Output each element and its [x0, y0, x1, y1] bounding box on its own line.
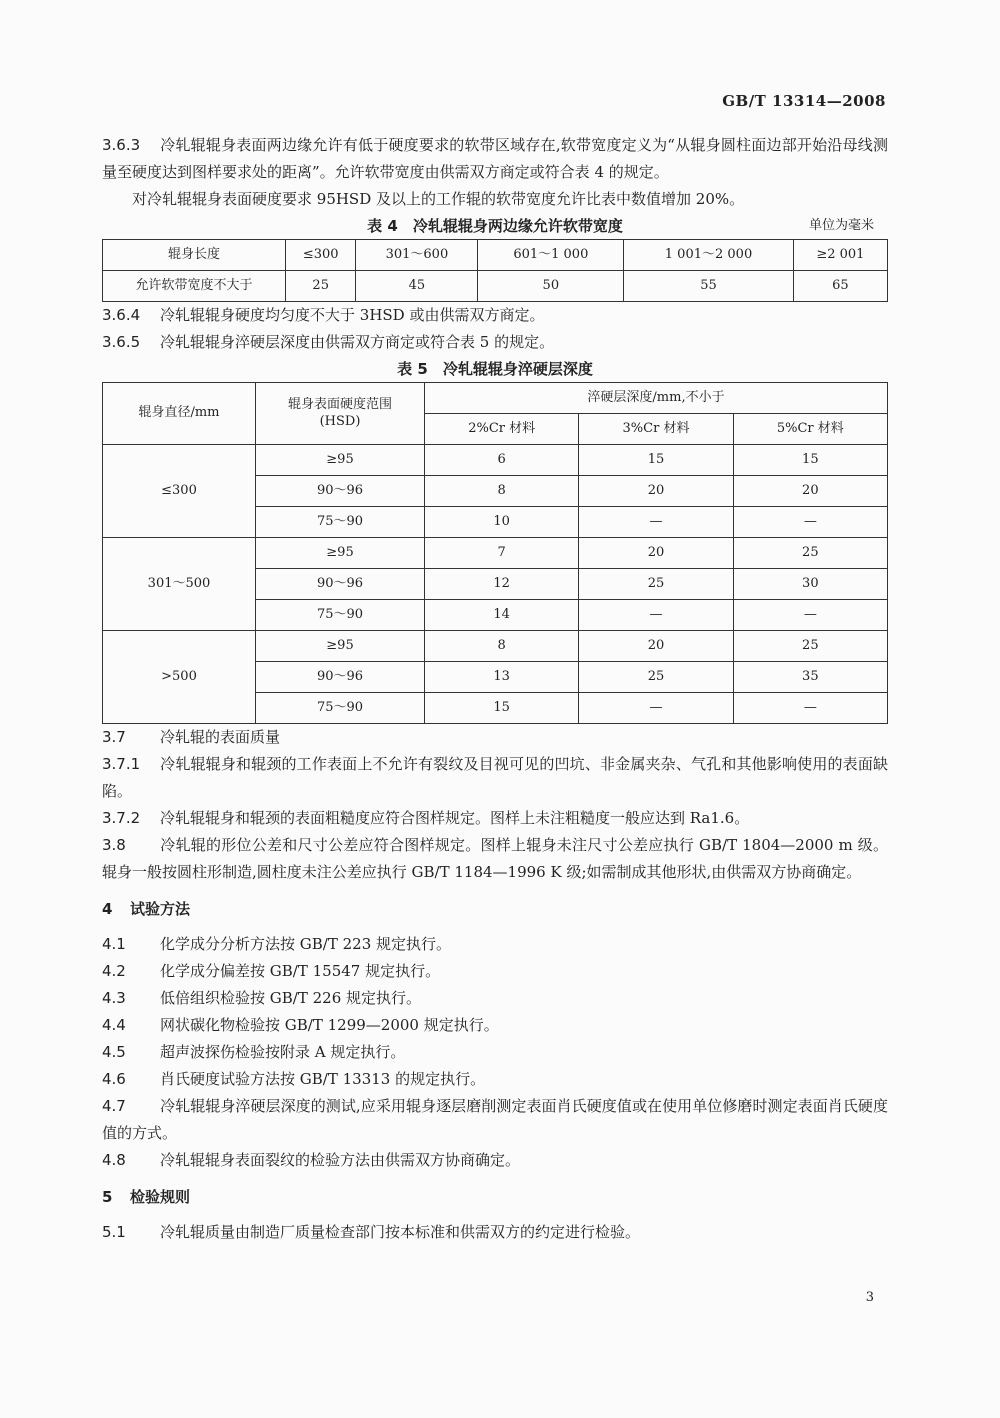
clause-number: 4.6 — [102, 1070, 126, 1088]
table-cell — [256, 383, 425, 445]
table-4-header-row — [103, 240, 888, 271]
table-4-unit: 单位为毫米 — [808, 218, 874, 233]
table-cell: 10 — [425, 507, 579, 538]
table-cell: 25 — [733, 631, 887, 662]
clause-number: 4.2 — [102, 962, 126, 980]
clause-text: 冷轧辊辊身和辊颈的表面粗糙度应符合图样规定。图样上未注粗糙度一般应达到 Ra1.6。 — [160, 809, 750, 827]
clause-number: 3.7.1 — [102, 755, 141, 773]
table-cell: 25 — [579, 662, 733, 693]
table-cell: 6 — [425, 445, 579, 476]
clause-text: 肖氏硬度试验方法按 GB/T 13313 的规定执行。 — [160, 1070, 486, 1088]
table-cell: 辊身直径/mm — [103, 383, 256, 445]
page-content — [102, 132, 888, 1246]
section-title: 试验方法 — [130, 900, 191, 918]
table-cell: 15 — [733, 445, 887, 476]
clause-text: 低倍组织检验按 GB/T 226 规定执行。 — [160, 989, 421, 1007]
table-cell: 8 — [425, 476, 579, 507]
table-cell: 14 — [425, 600, 579, 631]
table-row — [103, 445, 888, 476]
table-cell: 1 001～2 000 — [624, 240, 794, 271]
table-cell: — — [579, 507, 733, 538]
section-4-heading — [102, 896, 888, 923]
table-cell: — — [733, 600, 887, 631]
clause-3-7 — [102, 724, 888, 751]
clause-3-8 — [102, 832, 888, 886]
clause-text: 冷轧辊辊身表面两边缘允许有低于硬度要求的软带区域存在,软带宽度定义为“从辊身圆柱面边部开始沿母线测量至硬度达到图样要求处的距离”。允许软带宽度由供需双方商定或符合表 4 的规定。 — [102, 136, 888, 181]
clause-4-3 — [102, 985, 888, 1012]
table-cell: 30 — [733, 569, 887, 600]
clause-text: 冷轧辊辊身淬硬层深度的测试,应采用辊身逐层磨削测定表面肖氏硬度值或在使用单位修磨时测定表面肖氏硬度值的方式。 — [102, 1097, 888, 1142]
clause-3-7-2 — [102, 805, 888, 832]
table-cell: 允许软带宽度不大于 — [103, 271, 286, 302]
table-cell: 601～1 000 — [478, 240, 624, 271]
clause-text: 冷轧辊的表面质量 — [160, 728, 281, 746]
clause-3-6-5 — [102, 329, 888, 356]
table-cell: 15 — [579, 445, 733, 476]
table-cell: 辊身长度 — [103, 240, 286, 271]
table-cell: 5%Cr 材料 — [733, 414, 887, 445]
table-cell: 13 — [425, 662, 579, 693]
table-cell: 25 — [579, 569, 733, 600]
table-5-caption: 表 5 冷轧辊辊身淬硬层深度 — [397, 360, 593, 378]
clause-4-5 — [102, 1039, 888, 1066]
clause-4-7 — [102, 1093, 888, 1147]
table-4-value-row — [103, 271, 888, 302]
table-cell: — — [579, 600, 733, 631]
clause-text: 网状碳化物检验按 GB/T 1299—2000 规定执行。 — [160, 1016, 499, 1034]
table-cell: 12 — [425, 569, 579, 600]
table-cell: 90～96 — [256, 569, 425, 600]
table-cell: 301～600 — [356, 240, 478, 271]
clause-number: 4.3 — [102, 989, 126, 1007]
section-number: 5 — [102, 1188, 113, 1206]
table-cell: — — [733, 507, 887, 538]
clause-number: 5.1 — [102, 1223, 126, 1241]
clause-number: 3.6.3 — [102, 136, 141, 154]
table-cell: 90～96 — [256, 476, 425, 507]
page-number: 3 — [865, 1290, 874, 1305]
clause-3-6-3 — [102, 132, 888, 186]
table-cell: 50 — [478, 271, 624, 302]
clause-text: 冷轧辊辊身硬度均匀度不大于 3HSD 或由供需双方商定。 — [160, 306, 545, 324]
header-line: (HSD) — [319, 413, 361, 429]
clause-number: 3.6.5 — [102, 333, 141, 351]
header-line: 辊身表面硬度范围 — [287, 396, 392, 412]
table-5-hardened-depth — [102, 382, 888, 724]
clause-text: 化学成分分析方法按 GB/T 223 规定执行。 — [160, 935, 452, 953]
table-cell: 55 — [624, 271, 794, 302]
clause-number: 4.4 — [102, 1016, 126, 1034]
clause-number: 3.8 — [102, 836, 126, 854]
clause-number: 3.6.4 — [102, 306, 141, 324]
clause-text: 冷轧辊的形位公差和尺寸公差应符合图样规定。图样上辊身未注尺寸公差应执行 GB/T 1804—2000 m 级。辊身一般按圆柱形制造,圆柱度未注公差应执行 GB/T 1184—1996 K 级;如需制成其他形状,由供需双方协商确定。 — [102, 836, 888, 881]
clause-number: 4.1 — [102, 935, 126, 953]
table-cell: 35 — [733, 662, 887, 693]
clause-number: 3.7.2 — [102, 809, 141, 827]
clause-text: 冷轧辊质量由制造厂质量检查部门按本标准和供需双方的约定进行检验。 — [160, 1223, 641, 1241]
clause-number: 4.8 — [102, 1151, 126, 1169]
table-cell: — — [733, 693, 887, 724]
table-cell: >500 — [103, 631, 256, 724]
table-cell: ≥95 — [256, 445, 425, 476]
clause-3-7-1 — [102, 751, 888, 805]
table-cell: 45 — [356, 271, 478, 302]
section-title: 检验规则 — [130, 1188, 191, 1206]
clause-5-1 — [102, 1219, 888, 1246]
table-cell: 8 — [425, 631, 579, 662]
table-cell: 20 — [579, 631, 733, 662]
table-cell: 20 — [579, 538, 733, 569]
table-cell: 淬硬层深度/mm,不小于 — [425, 383, 888, 414]
clause-text: 冷轧辊辊身淬硬层深度由供需双方商定或符合表 5 的规定。 — [160, 333, 555, 351]
table-cell: — — [579, 693, 733, 724]
table-cell: 15 — [425, 693, 579, 724]
clause-4-2 — [102, 958, 888, 985]
section-5-heading — [102, 1184, 888, 1211]
clause-number: 4.5 — [102, 1043, 126, 1061]
clause-number: 3.7 — [102, 728, 126, 746]
clause-text: 冷轧辊辊身表面裂纹的检验方法由供需双方协商确定。 — [160, 1151, 521, 1169]
clause-4-4 — [102, 1012, 888, 1039]
clause-number: 4.7 — [102, 1097, 126, 1115]
table-row — [103, 538, 888, 569]
table-cell: 25 — [733, 538, 887, 569]
table-cell: ≥95 — [256, 538, 425, 569]
table-4-caption: 表 4 冷轧辊辊身两边缘允许软带宽度 — [367, 217, 623, 235]
table-cell: 301～500 — [103, 538, 256, 631]
table-cell: ≥2 001 — [793, 240, 887, 271]
clause-4-6 — [102, 1066, 888, 1093]
table-cell: 3%Cr 材料 — [579, 414, 733, 445]
clause-text: 化学成分偏差按 GB/T 15547 规定执行。 — [160, 962, 441, 980]
table-cell: 7 — [425, 538, 579, 569]
table-cell: ≤300 — [103, 445, 256, 538]
clause-text: 冷轧辊辊身和辊颈的工作表面上不允许有裂纹及目视可见的凹坑、非金属夹杂、气孔和其他影响使用的表面缺陷。 — [102, 755, 888, 800]
table-cell: 75～90 — [256, 507, 425, 538]
table-cell: 20 — [733, 476, 887, 507]
clause-3-6-4 — [102, 302, 888, 329]
section-number: 4 — [102, 900, 113, 918]
clause-4-8 — [102, 1147, 888, 1174]
standard-number-header: GB/T 13314—2008 — [722, 92, 886, 110]
table-5-header-row — [103, 383, 888, 414]
table-row — [103, 631, 888, 662]
table-cell: 65 — [793, 271, 887, 302]
table-cell: ≥95 — [256, 631, 425, 662]
table-4-soft-band-width — [102, 239, 888, 302]
table-cell: 25 — [286, 271, 356, 302]
table-cell: 2%Cr 材料 — [425, 414, 579, 445]
table-cell: 90～96 — [256, 662, 425, 693]
table-cell: 20 — [579, 476, 733, 507]
table-cell: 75～90 — [256, 693, 425, 724]
table-cell: ≤300 — [286, 240, 356, 271]
clause-text: 超声波探伤检验按附录 A 规定执行。 — [160, 1043, 406, 1061]
clause-4-1 — [102, 931, 888, 958]
clause-3-6-3-note: 对冷轧辊辊身表面硬度要求 95HSD 及以上的工作辊的软带宽度允许比表中数值增加 20%。 — [132, 190, 745, 208]
table-cell: 75～90 — [256, 600, 425, 631]
